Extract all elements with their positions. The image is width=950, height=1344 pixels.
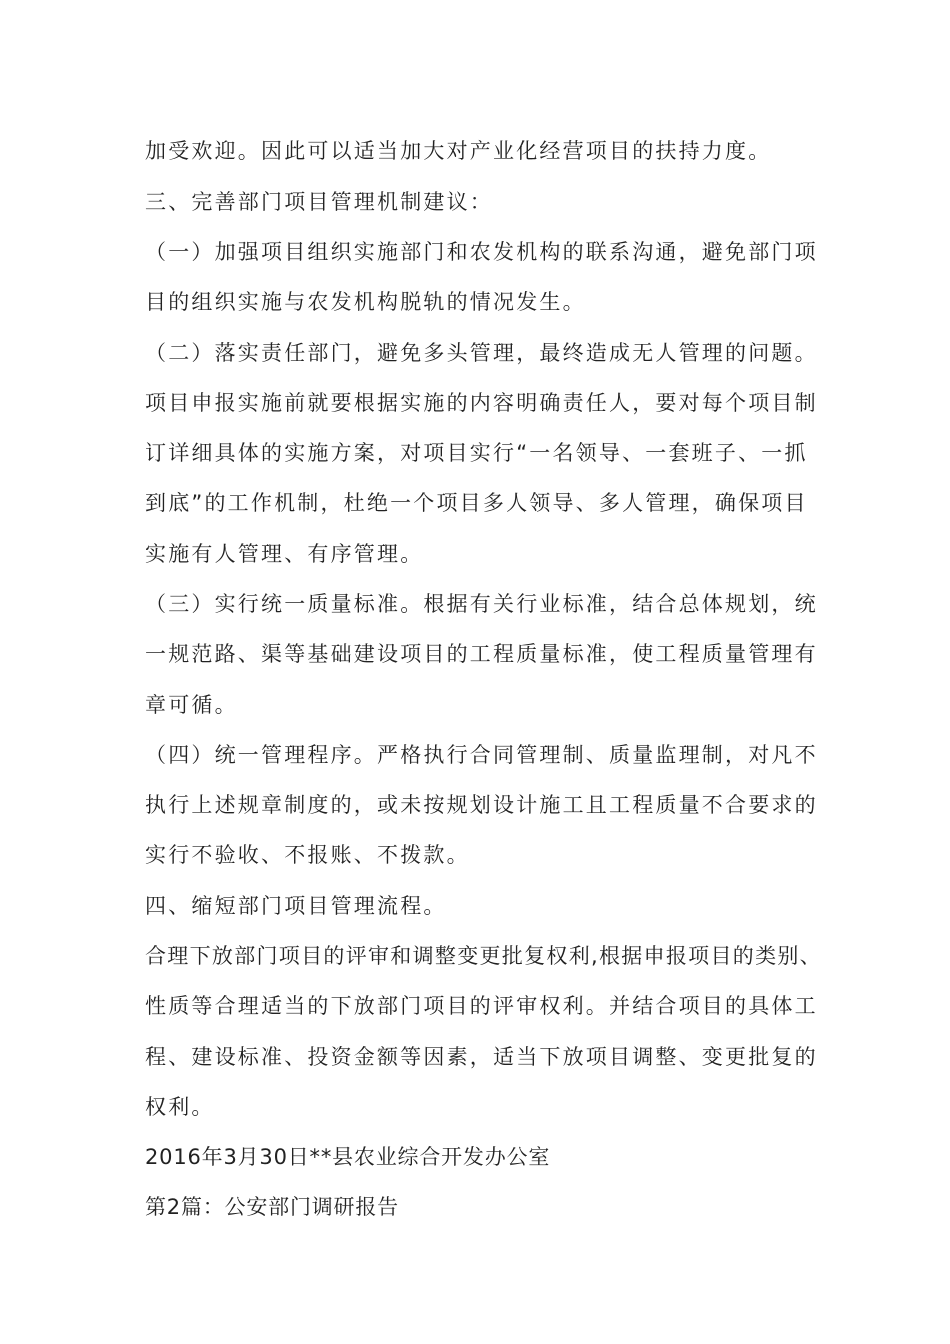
text-line: 到底”的工作机制，杜绝一个项目多人领导、多人管理，确保项目 bbox=[145, 491, 808, 515]
text-line: 一规范路、渠等基础建设项目的工程质量标准，使工程质量管理有 bbox=[145, 642, 818, 666]
text-line: 目的组织实施与农发机构脱轨的情况发生。 bbox=[145, 290, 586, 314]
text-line: 性质等合理适当的下放部门项目的评审权利。并结合项目的具体工 bbox=[145, 994, 818, 1018]
text-line: （三）实行统一质量标准。根据有关行业标准，结合总体规划，统 bbox=[145, 592, 818, 616]
text-line: （四）统一管理程序。严格执行合同管理制、质量监理制，对凡不 bbox=[145, 743, 818, 767]
next-article-title: 第2篇：公安部门调研报告 bbox=[145, 1195, 399, 1219]
text-line: 章可循。 bbox=[145, 693, 238, 717]
text-line: （一）加强项目组织实施部门和农发机构的联系沟通，避免部门项 bbox=[145, 240, 818, 264]
text-line: 权利。 bbox=[145, 1095, 215, 1119]
signature-date-line: 2016年3月30日**县农业综合开发办公室 bbox=[145, 1145, 551, 1169]
text-line: 订详细具体的实施方案，对项目实行“一名领导、一套班子、一抓 bbox=[145, 441, 808, 465]
section-heading: 三、完善部门项目管理机制建议： bbox=[145, 190, 493, 214]
text-line: 实行不验收、不报账、不拨款。 bbox=[145, 843, 470, 867]
text-line: 加受欢迎。因此可以适当加大对产业化经营项目的扶持力度。 bbox=[145, 139, 772, 163]
text-line: 合理下放部门项目的评审和调整变更批复权利,根据申报项目的类别、 bbox=[145, 944, 822, 968]
text-line: 程、建设标准、投资金额等因素，适当下放项目调整、变更批复的 bbox=[145, 1045, 818, 1069]
section-heading: 四、缩短部门项目管理流程。 bbox=[145, 894, 447, 918]
text-line: 项目申报实施前就要根据实施的内容明确责任人，要对每个项目制 bbox=[145, 391, 818, 415]
text-line: 执行上述规章制度的，或未按规划设计施工且工程质量不合要求的 bbox=[145, 793, 818, 817]
text-line: （二）落实责任部门，避免多头管理，最终造成无人管理的问题。 bbox=[145, 341, 818, 365]
text-line: 实施有人管理、有序管理。 bbox=[145, 542, 424, 566]
